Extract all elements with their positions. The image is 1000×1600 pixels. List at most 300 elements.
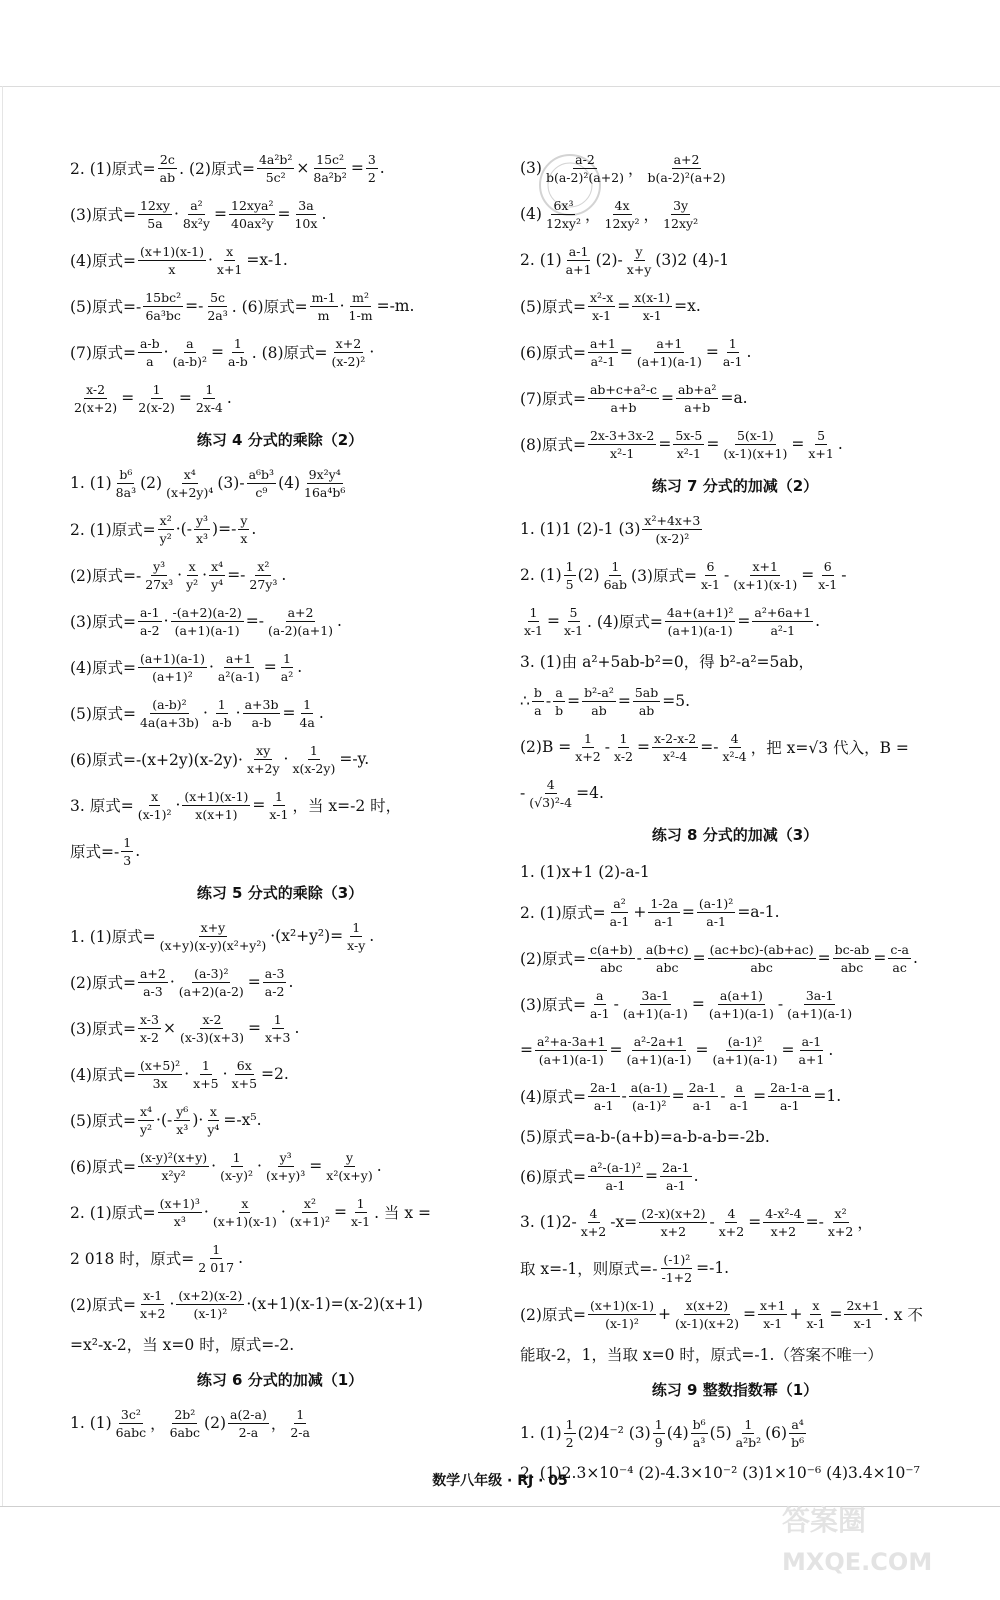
fraction xyxy=(629,1080,670,1113)
numerator: xy xyxy=(256,742,271,758)
numerator: 1 xyxy=(619,730,628,746)
fraction xyxy=(310,290,338,323)
answer-line xyxy=(70,283,490,329)
answer-line xyxy=(520,506,950,552)
numerator: x⁴ xyxy=(183,466,196,482)
answer-line xyxy=(520,1027,950,1073)
fraction xyxy=(138,1150,209,1183)
text-run: = xyxy=(547,612,561,630)
text-run: . xyxy=(376,1157,382,1175)
denominator: (x+1)(x-1) xyxy=(212,1213,277,1229)
text-run: =a-1. xyxy=(737,903,780,921)
fraction xyxy=(228,1407,269,1440)
denominator: ac xyxy=(892,959,907,975)
numerator: x(x-1) xyxy=(634,289,671,305)
numerator: x⁴ xyxy=(211,558,224,574)
denominator: ab xyxy=(159,169,176,185)
fraction xyxy=(691,1417,708,1450)
text-run: . xyxy=(379,159,385,177)
answer-line xyxy=(520,1153,950,1199)
fraction xyxy=(114,467,138,500)
numerator: ab+a² xyxy=(678,381,717,397)
numerator: 1 xyxy=(584,730,592,746)
text-run: . xyxy=(281,566,287,584)
text-run: ·(- xyxy=(175,520,192,538)
denominator: 9 xyxy=(654,1434,663,1450)
denominator: a+1 xyxy=(798,1051,825,1067)
denominator: x-2 xyxy=(139,1029,159,1045)
denominator: a-1 xyxy=(729,1097,750,1113)
text-run: = xyxy=(791,435,805,453)
fraction xyxy=(138,1012,161,1045)
denominator: 5c² xyxy=(265,169,286,185)
fraction xyxy=(226,336,250,369)
text-run: 3. 原式= xyxy=(70,797,134,815)
denominator: a-b xyxy=(251,714,272,730)
answer-line xyxy=(520,375,950,421)
fraction xyxy=(218,1150,255,1183)
denominator: 12xy² xyxy=(663,215,699,231)
numerator: 1 xyxy=(529,604,538,620)
numerator: x xyxy=(241,1195,249,1211)
text-run: ， xyxy=(585,206,601,224)
text-run: 2. (1) xyxy=(520,566,562,584)
denominator: x-1 xyxy=(269,806,289,822)
numerator: y⁶ xyxy=(176,1103,189,1119)
denominator: 2(x+2) xyxy=(74,399,118,415)
fraction xyxy=(158,1196,202,1229)
denominator: a-1 xyxy=(605,1177,626,1193)
text-run: · xyxy=(283,750,289,768)
text-run: · xyxy=(184,1065,190,1083)
numerator: 6 xyxy=(706,558,715,574)
fraction xyxy=(72,382,119,415)
fraction xyxy=(816,559,839,592)
text-run: ，把 x=√3 代入，B = xyxy=(750,739,909,757)
fraction xyxy=(721,731,749,764)
text-run: = xyxy=(873,949,887,967)
text-run: 2. (1)原式= xyxy=(70,1204,156,1222)
numerator: 1 xyxy=(611,558,620,574)
numerator: 1 xyxy=(654,1416,663,1432)
fraction xyxy=(625,244,654,277)
numerator: (a-b)² xyxy=(152,696,187,712)
numerator: 1 xyxy=(201,1057,210,1073)
answer-line xyxy=(70,1051,490,1097)
denominator: a-2 xyxy=(139,622,160,638)
answer-line xyxy=(520,283,950,329)
text-run: = xyxy=(781,1041,795,1059)
text-run: = xyxy=(619,343,633,361)
denominator: x+2 xyxy=(827,1223,854,1239)
text-run: (8)原式= xyxy=(520,436,586,454)
fraction xyxy=(184,559,200,592)
denominator: b⁶ xyxy=(791,1434,805,1450)
numerator: y xyxy=(240,512,248,528)
answer-line xyxy=(520,855,950,889)
denominator: b(a-2)²(a+2) xyxy=(647,169,726,185)
fraction xyxy=(833,942,872,975)
text-run: (2) xyxy=(577,566,600,584)
fraction xyxy=(564,559,576,592)
fraction xyxy=(717,1206,746,1239)
denominator: x-1 xyxy=(592,307,612,323)
left-rule xyxy=(2,86,3,1506)
numerator: 1 xyxy=(565,558,574,574)
fraction xyxy=(588,988,612,1021)
denominator: 8a³ xyxy=(115,484,137,500)
fraction xyxy=(796,1034,826,1067)
fraction xyxy=(612,731,635,764)
text-run: 1. (1)1 (2)-1 (3) xyxy=(520,520,641,538)
numerator: a xyxy=(735,1079,744,1095)
text-run: 原式=- xyxy=(70,843,120,861)
numerator: 12xya² xyxy=(231,197,274,213)
numerator: 1 xyxy=(283,650,291,666)
text-run: . 当 x = xyxy=(374,1204,431,1222)
text-run: = xyxy=(263,658,277,676)
numerator: 1 xyxy=(296,1406,305,1422)
text-run: (4) xyxy=(520,205,542,223)
numerator: 4a+(a+1)² xyxy=(666,604,734,620)
text-run: = xyxy=(617,692,631,710)
text-run: · xyxy=(211,1157,217,1175)
numerator: 1-2a xyxy=(650,895,678,911)
text-run: . xyxy=(318,704,324,722)
denominator: 2x-4 xyxy=(195,399,223,415)
text-run: = xyxy=(334,1203,348,1221)
denominator: (x-1)(x+2) xyxy=(674,1315,739,1331)
denominator: 5 xyxy=(565,576,574,592)
fraction xyxy=(644,942,691,975)
text-run: . xyxy=(337,612,342,630)
text-run: =- xyxy=(700,738,719,756)
denominator: x+2 xyxy=(580,1223,607,1239)
fraction xyxy=(191,1058,220,1091)
numerator: a-1 xyxy=(801,1033,822,1049)
denominator: a²(a-1) xyxy=(217,668,260,684)
text-run: - xyxy=(841,566,847,584)
answer-line xyxy=(70,644,490,690)
denominator: 16a⁴b⁶ xyxy=(304,484,346,500)
fraction xyxy=(171,336,209,369)
numerator: 1 xyxy=(728,335,737,351)
fraction xyxy=(588,336,618,369)
text-run: + xyxy=(657,1305,671,1323)
answer-line xyxy=(520,1073,950,1119)
fraction xyxy=(176,1288,244,1321)
text-run: = xyxy=(817,949,831,967)
numerator: x xyxy=(812,1297,820,1313)
numerator: b²-a² xyxy=(584,684,614,700)
denominator: (a+1)(a-1) xyxy=(626,1051,692,1067)
answer-line xyxy=(520,1410,950,1456)
fraction xyxy=(158,920,269,953)
numerator: y³ xyxy=(153,558,166,574)
fraction xyxy=(171,605,244,638)
answer-line xyxy=(70,598,490,644)
numerator: a+1 xyxy=(589,335,616,351)
denominator: 40ax²y xyxy=(231,215,274,231)
denominator: (x+2y)⁴ xyxy=(166,484,214,500)
numerator: a² xyxy=(613,895,626,911)
numerator: a+3b xyxy=(244,696,279,712)
text-run: . xyxy=(251,520,257,538)
text-run: · xyxy=(208,658,214,676)
fraction xyxy=(697,896,735,929)
text-run: - xyxy=(723,566,730,584)
text-run: (5)原式=- xyxy=(70,298,142,316)
section-heading: 练习 9 整数指数幂（1） xyxy=(651,1381,819,1399)
numerator: 1 xyxy=(352,919,361,935)
fraction xyxy=(646,152,728,185)
denominator: x-1 xyxy=(763,1315,783,1331)
denominator: (a-2)(a+1) xyxy=(268,622,334,638)
text-run: (5)原式= xyxy=(70,705,136,723)
numerator: a⁴ xyxy=(791,1416,804,1432)
section-heading: 练习 6 分式的加减（1） xyxy=(196,1371,364,1389)
denominator: x-1 xyxy=(818,576,838,592)
text-run: × xyxy=(296,159,310,177)
text-run: × xyxy=(162,1019,176,1037)
fraction xyxy=(211,1196,279,1229)
text-run: =- xyxy=(805,1213,824,1231)
text-run: = xyxy=(214,205,227,223)
answer-line xyxy=(70,736,490,782)
answer-line xyxy=(520,724,950,770)
text-run: . xyxy=(288,973,294,991)
denominator: a-b xyxy=(211,714,232,730)
text-run: 3. (1)2- xyxy=(520,1213,577,1231)
denominator: a³ xyxy=(692,1434,706,1450)
text-run: (3)原式= xyxy=(631,567,697,585)
fraction xyxy=(247,559,279,592)
fraction xyxy=(288,1407,312,1440)
text-run: . xyxy=(693,1167,699,1185)
numerator: x² xyxy=(257,558,270,574)
numerator: x-2 xyxy=(86,381,106,397)
answer-line xyxy=(70,782,490,828)
fraction xyxy=(290,743,337,776)
text-run: - xyxy=(720,1087,726,1105)
text-run: (6)原式= xyxy=(70,1158,136,1176)
answer-line xyxy=(70,460,490,506)
denominator: x-1 xyxy=(564,622,584,638)
denominator: abc xyxy=(600,959,623,975)
fraction xyxy=(785,988,854,1021)
numerator: 15bc² xyxy=(145,289,182,305)
fraction xyxy=(138,966,168,999)
numerator: a⁶b³ xyxy=(248,466,275,482)
text-run: . xyxy=(746,343,752,361)
text-run: = xyxy=(692,949,706,967)
denominator: a+1 xyxy=(565,261,592,277)
denominator: a-3 xyxy=(143,983,163,999)
numerator: x²+4x+3 xyxy=(644,512,701,528)
text-run: - xyxy=(636,949,642,967)
text-run: 1. (1)x+1 (2)-a-1 xyxy=(520,863,650,881)
numerator: a(2-a) xyxy=(230,1406,267,1422)
fraction xyxy=(535,1034,607,1067)
text-run: = xyxy=(671,1087,685,1105)
numerator: (2-x)(x+2) xyxy=(641,1205,706,1221)
denominator: b xyxy=(555,702,564,718)
text-run: = xyxy=(247,973,261,991)
denominator: 4a xyxy=(299,714,315,730)
text-run: (3)2 (4)-1 xyxy=(655,251,730,269)
answer-line xyxy=(70,506,490,552)
fraction xyxy=(789,1417,806,1450)
numerator: x² xyxy=(834,1205,847,1221)
denominator: 10x xyxy=(294,215,318,231)
numerator: (a-1)² xyxy=(698,895,734,911)
denominator: 27y³ xyxy=(249,576,278,592)
text-run: (4) xyxy=(666,1424,689,1442)
fraction xyxy=(588,1080,620,1113)
text-run: = xyxy=(309,1157,323,1175)
text-run: =5. xyxy=(662,692,691,710)
fraction xyxy=(768,1080,811,1113)
text-run: . x 不 xyxy=(883,1306,923,1324)
answer-line xyxy=(520,552,950,598)
fraction xyxy=(138,1288,167,1321)
fraction xyxy=(621,988,690,1021)
numerator: 3a-1 xyxy=(641,987,670,1003)
text-run: (3)原式= xyxy=(70,206,136,224)
fraction xyxy=(168,1407,202,1440)
numerator: 5c xyxy=(210,289,226,305)
text-run: 1. (1) xyxy=(70,474,112,492)
numerator: a+2 xyxy=(287,604,314,620)
fraction xyxy=(205,290,229,323)
denominator: (x-y)² xyxy=(220,1167,253,1183)
text-run: . xyxy=(828,1041,834,1059)
numerator: (-1)² xyxy=(663,1251,691,1267)
denominator: a-1 xyxy=(654,913,674,929)
answer-line xyxy=(520,191,950,237)
fraction xyxy=(143,559,175,592)
denominator: x+2 xyxy=(575,748,601,764)
text-run: - xyxy=(613,995,619,1013)
fraction xyxy=(588,428,656,461)
numerator: 1 xyxy=(309,742,318,758)
numerator: x xyxy=(188,558,196,574)
numerator: 2a-1-a xyxy=(770,1079,810,1095)
numerator: (x-y)²(x+y) xyxy=(139,1149,208,1165)
numerator: c-a xyxy=(890,941,909,957)
text-run: (7)原式= xyxy=(520,390,586,408)
numerator: (ac+bc)-(ab+ac) xyxy=(709,941,814,957)
fraction xyxy=(661,198,700,231)
numerator: 2a-1 xyxy=(688,1079,717,1095)
denominator: 6abc xyxy=(115,1424,147,1440)
fraction xyxy=(602,559,629,592)
text-run: 1. (1)原式= xyxy=(70,928,156,946)
answer-line xyxy=(70,1005,490,1051)
fraction xyxy=(136,382,177,415)
fraction xyxy=(588,1298,656,1331)
fraction xyxy=(659,1252,694,1285)
fraction xyxy=(263,966,287,999)
fraction xyxy=(639,1206,707,1239)
text-run: (3)- xyxy=(217,474,245,492)
right-column xyxy=(520,145,950,1490)
answer-line xyxy=(520,145,950,191)
numerator: a²-(a-1)² xyxy=(589,1159,642,1175)
left-column xyxy=(70,145,490,1446)
numerator: 1 xyxy=(123,834,132,850)
text-run: 2. (1)2.3×10⁻⁴ (2)-4.3×10⁻² (3)1×10⁻⁶ (4)3.4×10⁻⁷ xyxy=(520,1464,920,1482)
text-run: =2. xyxy=(261,1065,289,1083)
text-run: =1. xyxy=(813,1087,842,1105)
text-run: - xyxy=(545,692,552,710)
numerator: x xyxy=(226,243,234,259)
denominator: x²-4 xyxy=(722,748,747,764)
answer-line xyxy=(70,375,490,421)
text-run: . (8)原式= xyxy=(251,344,328,362)
text-run: = xyxy=(748,1213,762,1231)
numerator: 12xy xyxy=(139,197,170,213)
text-run: (2)原式= xyxy=(520,1306,586,1324)
numerator: a² xyxy=(190,197,203,213)
text-run: (3)原式= xyxy=(70,1020,136,1038)
fraction xyxy=(888,942,911,975)
text-run: · xyxy=(175,796,181,814)
text-run: ， xyxy=(628,160,644,178)
denominator: x²(x+y) xyxy=(326,1167,373,1183)
text-run: · xyxy=(235,704,241,722)
numerator: 2a-1 xyxy=(662,1159,690,1175)
numerator: c(a+b) xyxy=(589,941,633,957)
denominator: x-1 xyxy=(351,1213,371,1229)
text-run: . xyxy=(226,389,232,407)
text-run: (2)原式=- xyxy=(70,567,142,585)
fraction xyxy=(297,697,316,730)
numerator: b⁶ xyxy=(119,466,133,482)
denominator: x+3 xyxy=(264,1029,291,1045)
fraction xyxy=(635,336,704,369)
numerator: 1 xyxy=(232,1149,241,1165)
text-run: · xyxy=(207,251,213,269)
answer-line xyxy=(70,552,490,598)
text-run: (5)原式= xyxy=(70,1112,136,1130)
answer-line xyxy=(520,889,950,935)
numerator: 1 xyxy=(356,1195,365,1211)
text-run: - xyxy=(604,738,610,756)
fraction xyxy=(588,1160,643,1193)
denominator: y² xyxy=(186,576,199,592)
text-run: 2. (1)原式= xyxy=(70,160,156,178)
denominator: x³ xyxy=(176,1121,189,1137)
fraction xyxy=(708,942,816,975)
denominator: x+2 xyxy=(139,1305,166,1321)
text-run: 2 018 时，原式= xyxy=(70,1250,195,1268)
text-run: . xyxy=(321,205,327,223)
answer-line xyxy=(520,1337,950,1371)
denominator: ab xyxy=(638,702,655,718)
fraction xyxy=(653,1417,665,1450)
text-run: ·(- xyxy=(156,1111,173,1129)
text-run: · xyxy=(163,343,169,361)
fraction xyxy=(527,777,574,810)
numerator: a²+a-3a+1 xyxy=(537,1033,606,1049)
fraction xyxy=(181,198,212,231)
fraction xyxy=(229,198,275,231)
numerator: y xyxy=(345,1149,354,1165)
fraction xyxy=(196,1242,236,1275)
fraction xyxy=(752,605,813,638)
text-run: (6) xyxy=(765,1424,788,1442)
